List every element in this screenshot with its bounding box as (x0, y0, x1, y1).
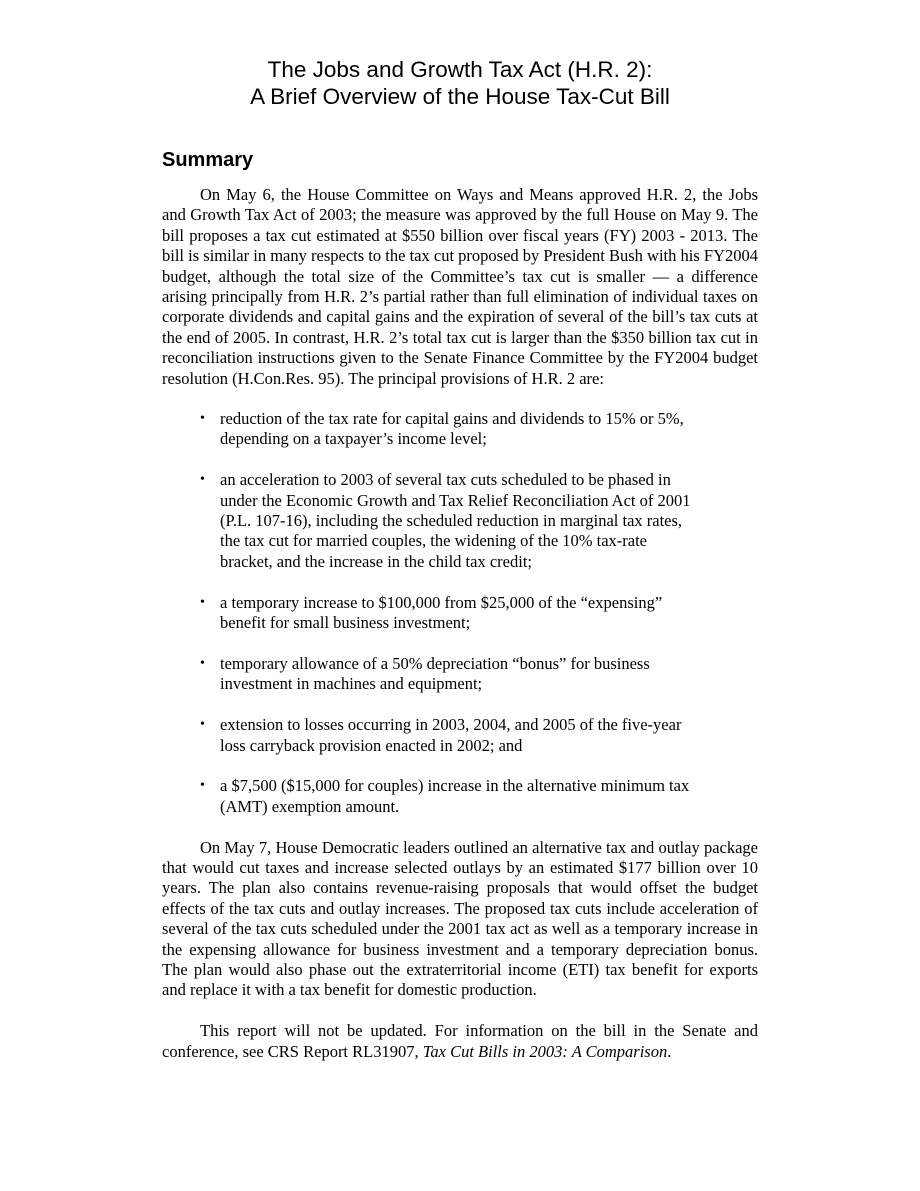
provision-text: an acceleration to 2003 of several tax cuts scheduled to be phased in under the Economic Growth and Tax Relief Reconciliation Act of 2001 (P.L. 107-16), including the scheduled reduction in marginal tax rates, the tax cut for married couples, the widening of the 10% tax-rate bracket, and the increase in the child tax credit; (220, 470, 691, 571)
bullet-icon: • (200, 472, 205, 488)
bullet-icon: • (200, 778, 205, 794)
provision-text: a $7,500 ($15,000 for couples) increase in the alternative minimum tax (AMT) exemption amount. (220, 776, 690, 816)
provision-item (162, 776, 700, 817)
report-citation-title: Tax Cut Bills in 2003: A Comparison (422, 1041, 668, 1061)
document-title (162, 56, 758, 110)
bullet-icon: • (200, 411, 205, 427)
title-line-2: A Brief Overview of the House Tax-Cut Bill (250, 84, 670, 109)
bullet-icon: • (200, 594, 205, 610)
closing-paragraph (162, 1021, 758, 1062)
closing-text: This report will not be updated. For information on the bill in the Senate and conference, see CRS Report RL31907, (162, 1021, 758, 1061)
provision-text: a temporary increase to $100,000 from $25,000 of the “expensing” benefit for small business investment; (220, 592, 663, 633)
provision-text: extension to losses occurring in 2003, 2004, and 2005 of the five-year loss carryback provision enacted in 2002; and (220, 715, 682, 755)
bullet-icon: • (200, 655, 205, 671)
title-line-1: The Jobs and Growth Tax Act (H.R. 2): (267, 57, 653, 82)
provision-item (162, 654, 700, 695)
provision-item (162, 593, 700, 634)
provision-item (162, 409, 700, 450)
provision-item (162, 470, 700, 572)
bullet-icon: • (200, 717, 205, 733)
democratic-alternative-paragraph: On May 7, House Democratic leaders outlined an alternative tax and outlay package that would cut taxes and increase selected outlays by an estimated $177 billion over 10 years. The plan also contains revenue-raising proposals that would offset the budget effects of the tax cuts and outlay increases. The proposed tax cuts include acceleration of several of the tax cuts scheduled under the 2001 tax act as well as a temporary increase in the expensing allowance for business investment and a temporary depreciation bonus. The plan would also phase out the extraterritorial income (ETI) tax benefit for exports and replace it with a tax benefit for domestic production. (162, 837, 758, 1000)
provision-text: temporary allowance of a 50% depreciation “bonus” for business investment in machines and equipment; (220, 653, 650, 694)
summary-intro-paragraph: On May 6, the House Committee on Ways and Means approved H.R. 2, the Jobs and Growth Tax Act of 2003; the measure was approved by the full House on May 9. The bill proposes a tax cut estimated at $550 billion over fiscal years (FY) 2003 - 2013. The bill is similar in many respects to the tax cut proposed by President Bush with his FY2004 budget, although the total size of the Committee’s tax cut is smaller — a difference arising principally from H.R. 2’s partial rather than full elimination of individual taxes on corporate dividends and capital gains and the expiration of several of the bill’s tax cuts at the end of 2005. In contrast, H.R. 2’s total tax cut is larger than the $350 billion tax cut in reconciliation instructions given to the Senate Finance Committee by the FY2004 budget resolution (H.Con.Res. 95). The principal provisions of H.R. 2 are: (162, 185, 758, 388)
document-page (162, 56, 758, 1062)
provision-text: reduction of the tax rate for capital gains and dividends to 15% or 5%, depending on a taxpayer’s income level; (220, 409, 684, 449)
provisions-list (162, 409, 700, 817)
provision-item (162, 715, 700, 756)
closing-period: . (667, 1041, 672, 1061)
summary-heading: Summary (162, 149, 254, 171)
